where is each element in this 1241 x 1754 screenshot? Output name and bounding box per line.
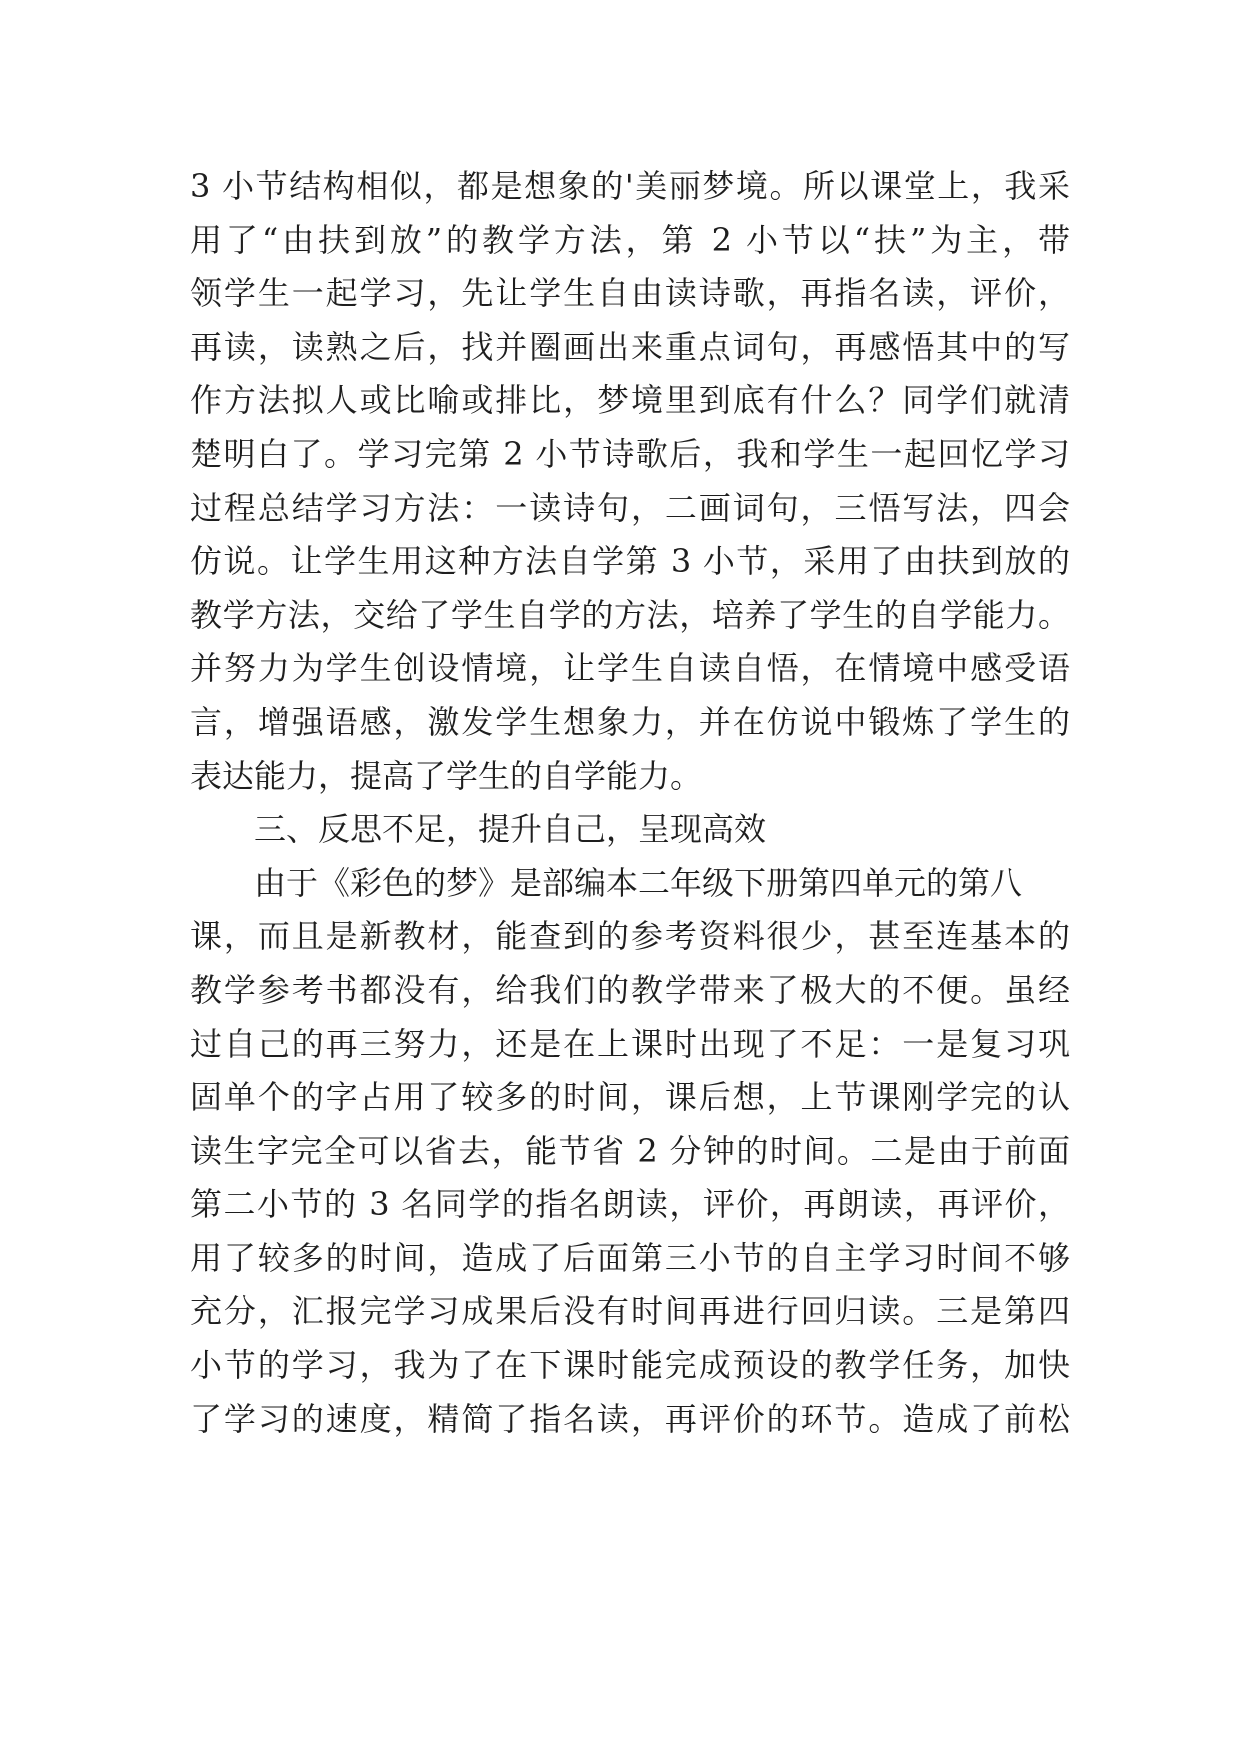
text-line: 仿说。让学生用这种方法自学第 3 小节，采用了由扶到放的 bbox=[190, 542, 1070, 581]
text-line: 第二小节的 3 名同学的指名朗读，评价，再朗读，再评价， bbox=[190, 1185, 1070, 1224]
text-line: 用了“由扶到放”的教学方法，第 2 小节以“扶”为主，带 bbox=[190, 220, 1070, 259]
text-line: 固单个的字占用了较多的时间，课后想，上节课刚学完的认 bbox=[190, 1078, 1070, 1117]
text-line: 用了较多的时间，造成了后面第三小节的自主学习时间不够 bbox=[190, 1238, 1070, 1277]
text-line: 教学参考书都没有，给我们的教学带来了极大的不便。虽经 bbox=[190, 970, 1070, 1009]
text-line: 教学方法，交给了学生自学的方法，培养了学生的自学能力。 bbox=[190, 595, 1070, 634]
document-body bbox=[190, 160, 1070, 1446]
text-line: 作方法拟人或比喻或排比，梦境里到底有什么？同学们就清 bbox=[190, 381, 1070, 420]
text-line: 课，而且是新教材，能查到的参考资料很少，甚至连基本的 bbox=[190, 917, 1070, 956]
text-line: 读生字完全可以省去，能节省 2 分钟的时间。二是由于前面 bbox=[190, 1131, 1070, 1170]
text-line: 再读，读熟之后，找并圈画出来重点词句，再感悟其中的写 bbox=[190, 327, 1070, 366]
text-line: 了学习的速度，精简了指名读，再评价的环节。造成了前松 bbox=[190, 1399, 1070, 1438]
text-line: 小节的学习，我为了在下课时能完成预设的教学任务，加快 bbox=[190, 1346, 1070, 1385]
text-line: 表达能力，提高了学生的自学能力。 bbox=[190, 756, 703, 795]
section-heading: 三、反思不足，提升自己，呈现高效 bbox=[254, 810, 767, 849]
text-line: 充分，汇报完学习成果后没有时间再进行回归读。三是第四 bbox=[190, 1292, 1070, 1331]
text-line: 3 小节结构相似，都是想象的'美丽梦境。所以课堂上，我采 bbox=[190, 167, 1070, 205]
paragraph-start-line: 由于《彩色的梦》是部编本二年级下册第四单元的第八 bbox=[254, 863, 1023, 902]
text-line: 并努力为学生创设情境，让学生自读自悟，在情境中感受语 bbox=[190, 649, 1070, 688]
text-line: 楚明白了。学习完第 2 小节诗歌后，我和学生一起回忆学习 bbox=[190, 434, 1070, 473]
text-line: 言，增强语感，激发学生想象力，并在仿说中锻炼了学生的 bbox=[190, 702, 1070, 741]
text-line: 领学生一起学习，先让学生自由读诗歌，再指名读，评价， bbox=[190, 274, 1070, 313]
text-line: 过程总结学习方法：一读诗句，二画词句，三悟写法，四会 bbox=[190, 488, 1070, 527]
text-line: 过自己的再三努力，还是在上课时出现了不足：一是复习巩 bbox=[190, 1024, 1070, 1063]
